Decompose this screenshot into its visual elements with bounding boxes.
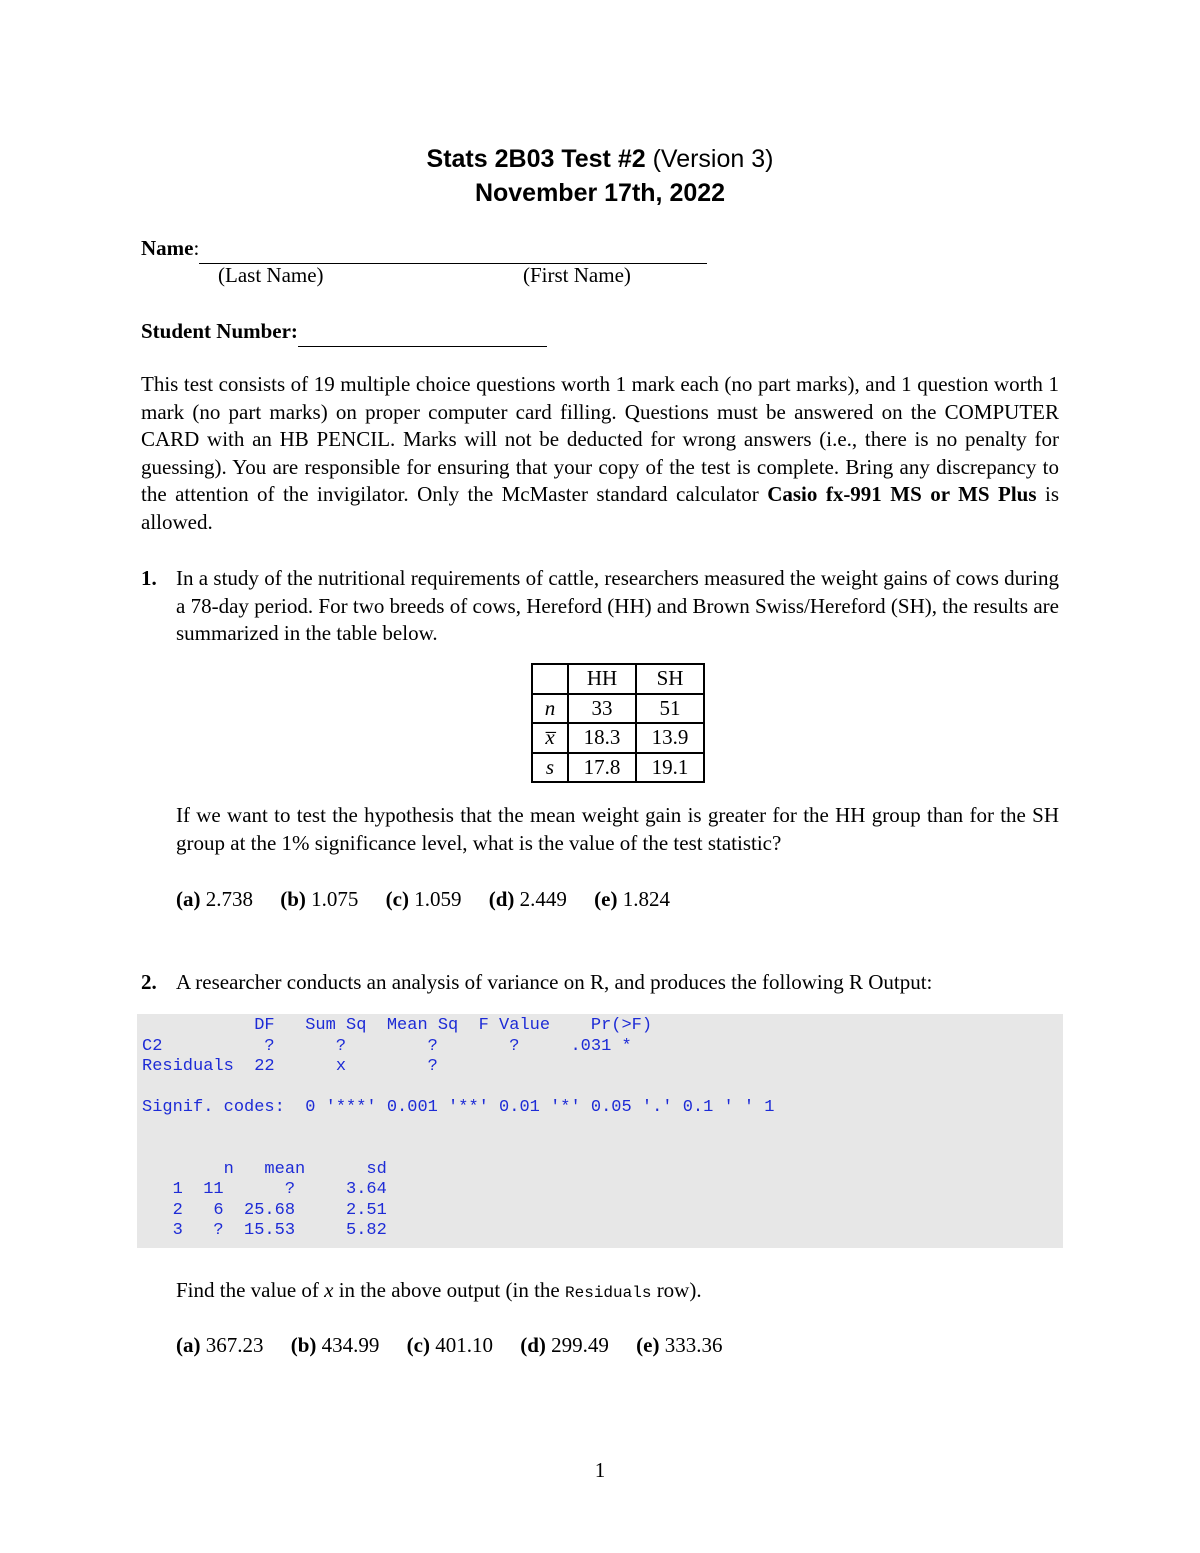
- option-b[interactable]: (b) 1.075: [280, 887, 359, 911]
- exam-title-block: [0, 142, 1200, 210]
- table-row: [532, 753, 704, 783]
- student-number-blank-line[interactable]: [298, 318, 547, 347]
- option-e[interactable]: (e) 333.36: [636, 1333, 723, 1357]
- r-output-text: DF Sum Sq Mean Sq F Value Pr(>F) C2 ? ? ? ? .031 * Residuals 22 x ? Signif. codes: 0 '***' 0.001 '**' 0.01 '*' 0.05 '.' 0.1 ' ' 1 n mean sd 1 11 ? 3.64 2 6 25.68 2.51 3 ? 15.53 5.82: [142, 1016, 775, 1240]
- page-number: 1: [594, 1458, 606, 1482]
- option-a[interactable]: (a) 2.738: [176, 887, 253, 911]
- exam-date: November 17th, 2022: [474, 179, 726, 207]
- option-c[interactable]: (c) 1.059: [385, 887, 462, 911]
- option-b[interactable]: (b) 434.99: [290, 1333, 380, 1357]
- variable-x: x: [324, 1278, 334, 1302]
- question-1-text: In a study of the nutritional requirements of cattle, researchers measured the weight gains of cows during a 78-day period. For two breeds of cows, Hereford (HH) and Brown Swiss/Hereford (SH), the results are summarized in the table below.: [176, 566, 1059, 645]
- last-name-label: (Last Name): [218, 263, 324, 287]
- question-1-options: [176, 886, 692, 914]
- table-cell: [532, 664, 568, 694]
- table-header-sh: SH: [636, 664, 704, 694]
- calculator-model: Casio fx-991 MS or MS Plus: [767, 482, 1037, 506]
- question-2-options: [176, 1332, 744, 1360]
- r-output-box: [137, 1014, 1063, 1248]
- name-blank-line[interactable]: [199, 235, 707, 264]
- instructions-paragraph: This test consists of 19 multiple choice questions worth 1 mark each (no part marks), and 1 question worth 1 mark (no part marks) on proper computer card filling. Questions must be answered on the COMPUTER CARD with an HB PENCIL. Marks will not be deducted for wrong answers (i.e., there is no penalty for guessing). You are responsible for ensuring that your copy of the test is complete. Bring any discrepancy to the attention of the invigilator. Only the McMaster standard calculator Casio fx-991 MS or MS Plus is allowed.: [141, 372, 1060, 534]
- row-label-s: s: [532, 753, 568, 783]
- exam-title-version: (Version 3): [652, 145, 774, 173]
- student-number-label: Student Number:: [141, 319, 298, 343]
- table-cell: 17.8: [568, 753, 636, 783]
- question-2-prompt: Find the value of x in the above output (in the Residuals row).: [176, 1278, 702, 1302]
- option-c[interactable]: (c) 401.10: [406, 1333, 493, 1357]
- question-1-prompt: If we want to test the hypothesis that the mean weight gain is greater for the HH group than for the SH group at the 1% significance level, what is the value of the test statistic?: [176, 803, 1059, 855]
- option-d[interactable]: (d) 2.449: [488, 887, 567, 911]
- name-field: Name:: [141, 235, 707, 264]
- table-cell: 33: [568, 694, 636, 724]
- table-header-hh: HH: [568, 664, 636, 694]
- table-row: [532, 723, 704, 753]
- row-label-xbar: x̅: [532, 723, 568, 753]
- first-name-label: (First Name): [523, 263, 631, 287]
- option-e[interactable]: (e) 1.824: [594, 887, 670, 911]
- question-2-text: A researcher conducts an analysis of variance on R, and produces the following R Output:: [176, 970, 933, 994]
- table-header-row: [532, 664, 704, 694]
- option-d[interactable]: (d) 299.49: [520, 1333, 609, 1357]
- table-row: [532, 694, 704, 724]
- exam-title-bold: Stats 2B03 Test #2: [426, 145, 646, 173]
- exam-title: [0, 142, 1200, 176]
- question-1-number: 1.: [141, 566, 157, 590]
- cattle-summary-table: [531, 663, 705, 783]
- row-label-n: n: [532, 694, 568, 724]
- table-cell: 18.3: [568, 723, 636, 753]
- residuals-code: Residuals: [565, 1284, 652, 1302]
- table-cell: 51: [636, 694, 704, 724]
- table-cell: 19.1: [636, 753, 704, 783]
- student-number-field: [141, 318, 547, 347]
- table-cell: 13.9: [636, 723, 704, 753]
- name-label: Name: [141, 236, 194, 260]
- option-a[interactable]: (a) 367.23: [176, 1333, 264, 1357]
- question-2-number: 2.: [141, 970, 157, 994]
